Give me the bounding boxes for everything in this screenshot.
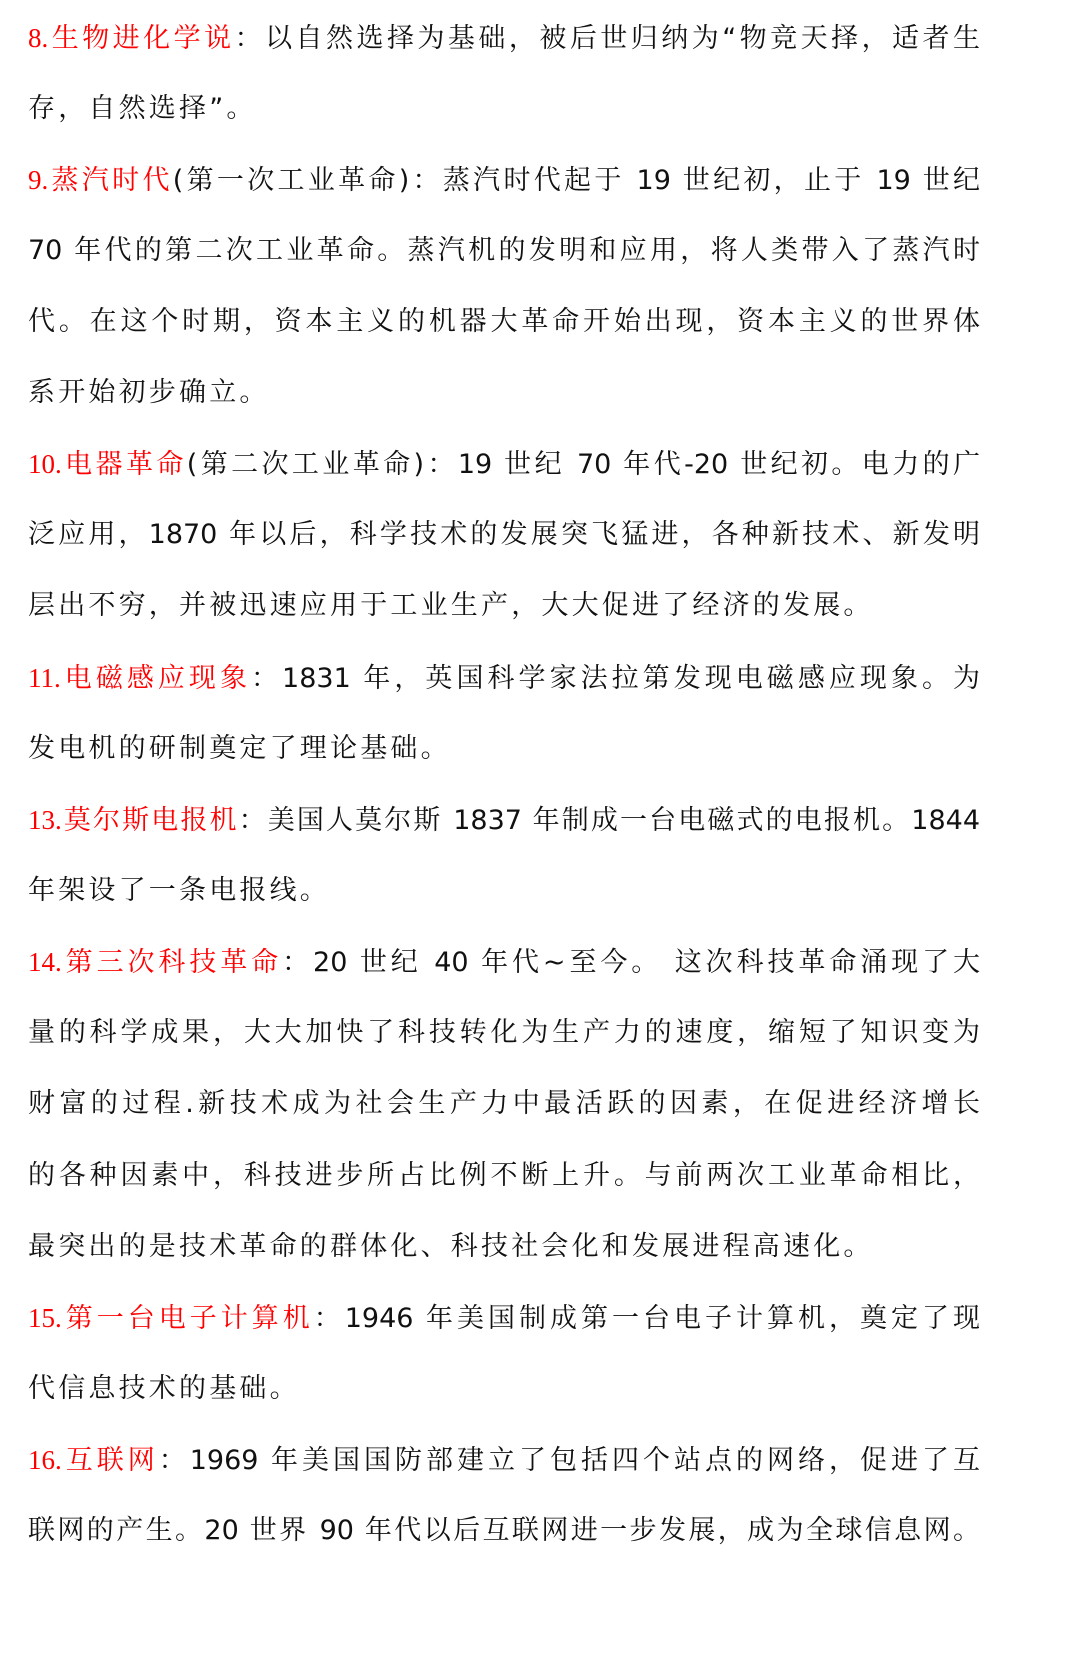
entry-15-line-2: 代信息技术的基础。 — [28, 1373, 300, 1404]
entry-9-line-4: 系开始初步确立。 — [28, 377, 270, 408]
entry-10-text: (第二次工业革命)：19 世纪 70 年代-20 世纪初。电力的广 — [186, 449, 981, 480]
entry-8-term: 8.生物进化学说 — [28, 23, 235, 54]
entry-13-term: 13.莫尔斯电报机 — [28, 805, 239, 836]
entry-14-line-3: 财富的过程.新技术成为社会生产力中最活跃的因素，在促进经济增长 — [28, 1088, 980, 1119]
entry-14-term: 14.第三次科技革命 — [28, 947, 283, 978]
entry-9-text: (第一次工业革命)：蒸汽时代起于 19 世纪初，止于 19 世纪 — [172, 165, 981, 196]
entry-11-line-1 — [28, 658, 980, 698]
entry-11-text: ：1831 年，英国科学家法拉第发现电磁感应现象。为 — [251, 663, 981, 694]
entry-11-line-2: 发电机的研制奠定了理论基础。 — [28, 733, 451, 764]
entry-15-line-1 — [28, 1298, 980, 1338]
entry-13-text: ：美国人莫尔斯 1837 年制成一台电磁式的电报机。1844 — [238, 805, 981, 836]
entry-8-text: ：以自然选择为基础，被后世归纳为“物竞天择，适者生 — [234, 23, 980, 54]
entry-15-term: 15.第一台电子计算机 — [28, 1303, 314, 1334]
entry-14-line-5: 最突出的是技术革命的群体化、科技社会化和发展进程高速化。 — [28, 1231, 874, 1262]
entry-10-term: 10.电器革命 — [28, 449, 187, 480]
entry-10-line-3: 层出不穷，并被迅速应用于工业生产，大大促进了经济的发展。 — [28, 590, 874, 621]
entry-16-line-2: 联网的产生。20 世界 90 年代以后互联网进一步发展，成为全球信息网。 — [28, 1515, 980, 1546]
entry-14-line-4: 的各种因素中，科技进步所占比例不断上升。与前两次工业革命相比， — [28, 1160, 980, 1191]
entry-10-line-1 — [28, 444, 980, 484]
entry-14-line-1 — [28, 942, 980, 982]
entry-16-text: ：1969 年美国国防部建立了包括四个站点的网络，促进了互 — [158, 1445, 981, 1476]
entry-16-term: 16.互联网 — [28, 1445, 159, 1476]
entry-9-line-3: 代。在这个时期，资本主义的机器大革命开始出现，资本主义的世界体 — [28, 306, 980, 337]
entry-15-text: ：1946 年美国制成第一台电子计算机，奠定了现 — [313, 1303, 981, 1334]
entry-14-line-2: 量的科学成果，大大加快了科技转化为生产力的速度，缩短了知识变为 — [28, 1017, 980, 1048]
entry-9-line-1 — [28, 160, 980, 200]
entry-13-line-2: 年架设了一条电报线。 — [28, 875, 330, 906]
entry-13-line-1 — [28, 800, 980, 840]
entry-9-term: 9.蒸汽时代 — [28, 165, 173, 196]
entry-9-line-2: 70 年代的第二次工业革命。蒸汽机的发明和应用，将人类带入了蒸汽时 — [28, 235, 980, 266]
entry-10-line-2: 泛应用，1870 年以后，科学技术的发展突飞猛进，各种新技术、新发明 — [28, 519, 980, 550]
entry-8-line-1 — [28, 18, 980, 58]
entry-16-line-1 — [28, 1440, 980, 1480]
entry-14-text: ：20 世纪 40 年代~至今。 这次科技革命涌现了大 — [282, 947, 980, 978]
entry-11-term: 11.电磁感应现象 — [28, 663, 251, 694]
entry-8-line-2: 存，自然选择”。 — [28, 93, 257, 124]
